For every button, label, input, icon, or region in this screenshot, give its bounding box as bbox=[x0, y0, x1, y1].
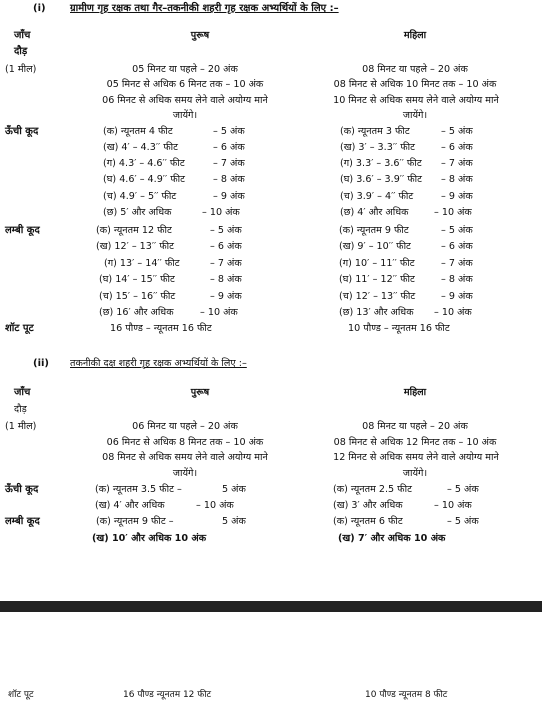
col-female-header: महिला bbox=[403, 387, 427, 398]
high-male-points: – 5 अंक bbox=[213, 126, 245, 137]
section1-title: ग्रामीण गृह रक्षक तथा गैर–तकनीकी शहरी गृह रक्षक अभ्यर्थियों के लिए :– bbox=[70, 3, 339, 14]
run-label-race: दौड़ bbox=[14, 46, 28, 57]
run-female-line: 08 मिनट से अधिक 10 मिनट तक – 10 अंक bbox=[333, 79, 497, 90]
long-male-item: (क) न्यूनतम 9 फीट – bbox=[96, 516, 174, 527]
long-male-item: (ग) 13′ – 14′′ फीट bbox=[104, 258, 180, 269]
high-female-points: – 8 अंक bbox=[441, 174, 473, 185]
long-female-item: (क) न्यूनतम 6 फीट bbox=[333, 516, 403, 527]
run-female-line: 12 मिनट से अधिक समय लेने वाले अयोग्य माने bbox=[333, 452, 499, 463]
long-female-item: (छ) 13′ और अधिक bbox=[339, 307, 414, 318]
run-male-line: 06 मिनट से अधिक 8 मिनट तक – 10 अंक bbox=[106, 437, 264, 448]
long-female-points: – 5 अंक bbox=[441, 225, 473, 236]
long-male-points: – 6 अंक bbox=[210, 241, 242, 252]
footer-shot-put-label: शॉट पूट bbox=[8, 690, 34, 700]
long-male-item: (क) न्यूनतम 12 फीट bbox=[96, 225, 172, 236]
high-female-item: (ग) 3.3′ – 3.6′′ फीट bbox=[340, 158, 422, 169]
high-jump-label: ऊँची कूद bbox=[5, 126, 39, 137]
col-female-header: महिला bbox=[403, 30, 427, 41]
run-male-line: जायेंगे। bbox=[172, 468, 198, 479]
high-female-points: – 5 अंक bbox=[447, 484, 479, 495]
long-female-points: – 9 अंक bbox=[441, 291, 473, 302]
run-label-mile: (1 मील) bbox=[5, 64, 37, 75]
shot-female-value: 10 पौण्ड – न्यूनतम 16 फीट bbox=[348, 323, 450, 334]
high-male-item: (क) न्यूनतम 4 फीट bbox=[103, 126, 173, 137]
long-jump-label: लम्बी कूद bbox=[5, 516, 40, 527]
lower-page bbox=[0, 612, 542, 713]
high-female-item: (क) न्यूनतम 2.5 फीट bbox=[333, 484, 412, 495]
long-female-item: (घ) 11′ – 12′′ फीट bbox=[339, 274, 415, 285]
shot-male-value: 16 पौण्ड – न्यूनतम 16 फीट bbox=[110, 323, 212, 334]
run-label-check: जाँच bbox=[14, 387, 31, 398]
run-label-check: जाँच bbox=[14, 30, 31, 41]
long-jump-label: लम्बी कूद bbox=[5, 225, 40, 236]
footer-shot-male-value: 16 पौण्ड न्यूनतम 12 फीट bbox=[123, 690, 212, 700]
high-jump-label: ऊँची कूद bbox=[5, 484, 39, 495]
high-female-item: (छ) 4′ और अधिक bbox=[340, 207, 409, 218]
run-male-line: 06 मिनट से अधिक समय लेने वाले अयोग्य माने bbox=[102, 95, 268, 106]
long-male-points: – 8 अंक bbox=[210, 274, 242, 285]
section1-number: (i) bbox=[33, 3, 46, 14]
high-female-item: (घ) 3.6′ – 3.9′′ फीट bbox=[340, 174, 422, 185]
high-male-points: – 8 अंक bbox=[213, 174, 245, 185]
run-female-line: जायेंगे। bbox=[402, 468, 428, 479]
high-female-points: – 10 अंक bbox=[434, 500, 472, 511]
high-male-points: – 7 अंक bbox=[213, 158, 245, 169]
long-male-points: – 5 अंक bbox=[210, 225, 242, 236]
long-female-points: – 6 अंक bbox=[441, 241, 473, 252]
long-female-points: – 8 अंक bbox=[441, 274, 473, 285]
run-male-line: जायेंगे। bbox=[172, 110, 198, 121]
long-female-item: (ग) 10′ – 11′′ फीट bbox=[339, 258, 415, 269]
high-male-item: (घ) 4.6′ – 4.9′′ फीट bbox=[103, 174, 185, 185]
footer-shot-female-value: 10 पौण्ड न्यूनतम 8 फीट bbox=[365, 690, 448, 700]
high-male-item: (छ) 5′ और अधिक bbox=[103, 207, 172, 218]
long-female-item: (च) 12′ – 13′′ फीट bbox=[339, 291, 416, 302]
high-male-points: – 10 अंक bbox=[196, 500, 234, 511]
shot-put-label: शॉट पूट bbox=[5, 323, 34, 334]
run-female-line: 08 मिनट या पहले – 20 अंक bbox=[362, 64, 468, 75]
long-male-item: (ख) 12′ – 13′′ फीट bbox=[96, 241, 174, 252]
high-male-item: (च) 4.9′ – 5′′ फीट bbox=[103, 191, 177, 202]
col-male-header: पुरूष bbox=[190, 387, 210, 398]
high-female-points: – 5 अंक bbox=[441, 126, 473, 137]
high-female-item: (क) न्यूनतम 3 फीट bbox=[340, 126, 410, 137]
long-female-item: (ख) 7′ और अधिक 10 अंक bbox=[338, 533, 446, 544]
long-female-points: – 7 अंक bbox=[441, 258, 473, 269]
long-male-item: (ख) 10′ और अधिक 10 अंक bbox=[92, 533, 207, 544]
high-female-item: (ख) 3′ – 3.3′′ फीट bbox=[340, 142, 415, 153]
high-female-item: (ख) 3′ और अधिक bbox=[333, 500, 403, 511]
run-female-line: 08 मिनट या पहले – 20 अंक bbox=[362, 421, 468, 432]
col-male-header: पुरूष bbox=[190, 30, 210, 41]
run-male-line: 06 मिनट या पहले – 20 अंक bbox=[132, 421, 238, 432]
run-female-line: 08 मिनट से अधिक 12 मिनट तक – 10 अंक bbox=[333, 437, 497, 448]
run-male-line: 08 मिनट से अधिक समय लेने वाले अयोग्य माने bbox=[102, 452, 268, 463]
long-male-item: (च) 15′ – 16′′ फीट bbox=[99, 291, 176, 302]
section2-number: (ii) bbox=[33, 358, 49, 369]
high-male-item: (ख) 4′ और अधिक bbox=[95, 500, 165, 511]
high-female-points: – 6 अंक bbox=[441, 142, 473, 153]
run-female-line: जायेंगे। bbox=[402, 110, 428, 121]
page-separator bbox=[0, 601, 542, 612]
long-female-points: – 10 अंक bbox=[434, 307, 472, 318]
long-female-item: (क) न्यूनतम 9 फीट bbox=[339, 225, 409, 236]
long-female-points: – 5 अंक bbox=[447, 516, 479, 527]
high-male-points: – 6 अंक bbox=[213, 142, 245, 153]
long-male-item: (छ) 16′ और अधिक bbox=[99, 307, 174, 318]
long-male-points: – 7 अंक bbox=[210, 258, 242, 269]
run-label-race: दौड़ bbox=[14, 404, 27, 415]
run-label-mile: (1 मील) bbox=[5, 421, 37, 432]
run-male-line: 05 मिनट से अधिक 6 मिनट तक – 10 अंक bbox=[106, 79, 264, 90]
high-male-item: (क) न्यूनतम 3.5 फीट – bbox=[95, 484, 182, 495]
high-male-points: – 10 अंक bbox=[202, 207, 240, 218]
long-male-points: – 9 अंक bbox=[210, 291, 242, 302]
long-male-item: (घ) 14′ – 15′′ फीट bbox=[99, 274, 175, 285]
high-female-points: – 9 अंक bbox=[441, 191, 473, 202]
high-female-points: – 7 अंक bbox=[441, 158, 473, 169]
section2-title: तकनीकी दक्ष शहरी गृह रक्षक अभ्यर्थियों के लिए :– bbox=[70, 358, 247, 369]
high-male-points: 5 अंक bbox=[222, 484, 246, 495]
long-male-points: – 10 अंक bbox=[200, 307, 238, 318]
high-male-item: (ख) 4′ – 4.3′′ फीट bbox=[103, 142, 178, 153]
long-male-points: 5 अंक bbox=[222, 516, 246, 527]
high-male-item: (ग) 4.3′ – 4.6′′ फीट bbox=[103, 158, 185, 169]
run-male-line: 05 मिनट या पहले – 20 अंक bbox=[132, 64, 238, 75]
run-female-line: 10 मिनट से अधिक समय लेने वाले अयोग्य माने bbox=[333, 95, 499, 106]
long-female-item: (ख) 9′ – 10′′ फीट bbox=[339, 241, 411, 252]
high-female-points: – 10 अंक bbox=[434, 207, 472, 218]
high-female-item: (च) 3.9′ – 4′′ फीट bbox=[340, 191, 414, 202]
high-male-points: – 9 अंक bbox=[213, 191, 245, 202]
